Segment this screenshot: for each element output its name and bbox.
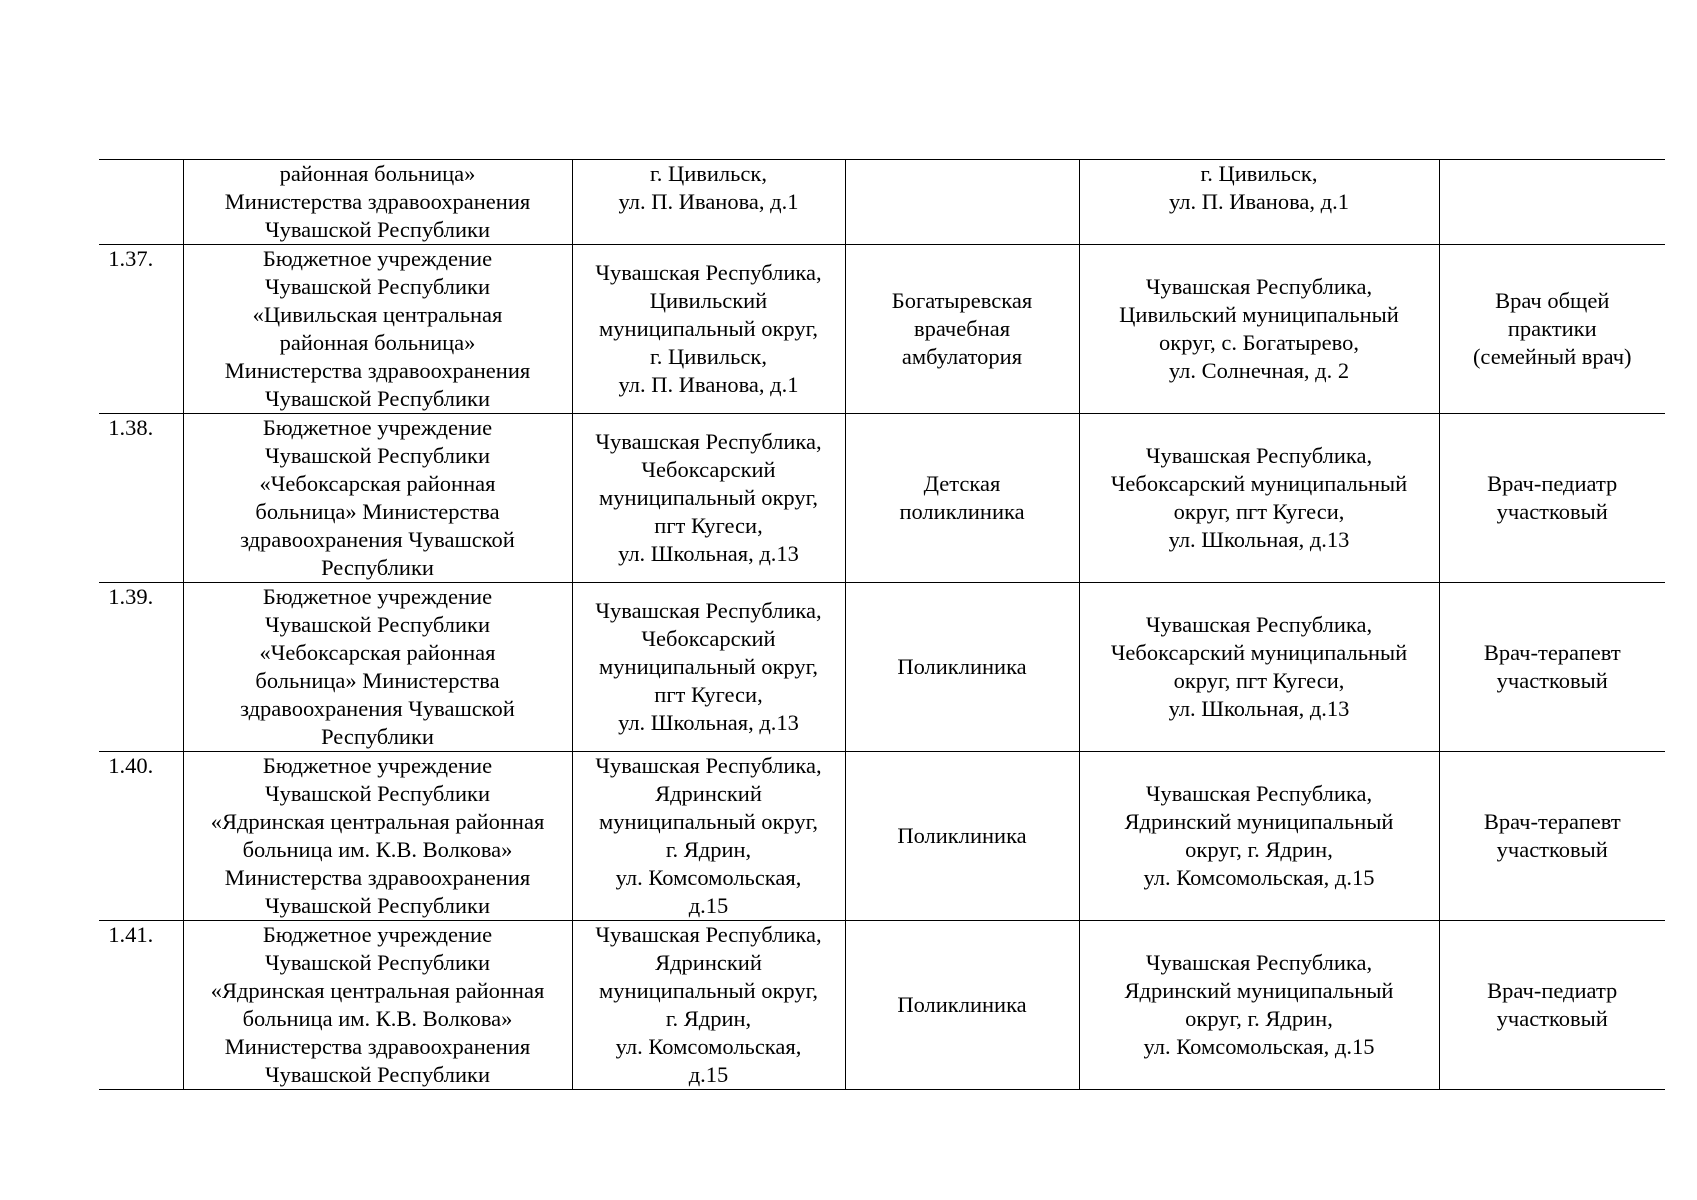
institution-cell: Бюджетное учреждение Чувашской Республики «Ядринская центральная районная больница им. К.В. Волкова» Министерства здравоохранения Чувашской Республики bbox=[183, 921, 572, 1090]
unit-cell: Поликлиника bbox=[845, 752, 1079, 921]
position-cell: Врач-педиатр участковый bbox=[1439, 921, 1665, 1090]
institution-cell: Бюджетное учреждение Чувашской Республики «Чебоксарская районная больница» Министерства здравоохранения Чувашской Республики bbox=[183, 583, 572, 752]
position-cell bbox=[1439, 160, 1665, 245]
unit-cell: Богатыревская врачебная амбулатория bbox=[845, 245, 1079, 414]
legal-address-cell: Чувашская Республика, Чебоксарский муниципальный округ, пгт Кугеси, ул. Школьная, д.13 bbox=[572, 414, 845, 583]
legal-address-cell: Чувашская Республика, Ядринский муниципальный округ, г. Ядрин, ул. Комсомольская, д.15 bbox=[572, 752, 845, 921]
table-row bbox=[99, 583, 1665, 752]
row-number: 1.37. bbox=[99, 245, 183, 414]
table-row bbox=[99, 160, 1665, 245]
unit-address-cell: Чувашская Республика, Чебоксарский муниципальный округ, пгт Кугеси, ул. Школьная, д.13 bbox=[1079, 414, 1439, 583]
legal-address-cell: Чувашская Республика, Чебоксарский муниципальный округ, пгт Кугеси, ул. Школьная, д.13 bbox=[572, 583, 845, 752]
legal-address-cell: Чувашская Республика, Цивильский муниципальный округ, г. Цивильск, ул. П. Иванова, д.1 bbox=[572, 245, 845, 414]
unit-cell: Поликлиника bbox=[845, 921, 1079, 1090]
unit-address-cell: Чувашская Республика, Чебоксарский муниципальный округ, пгт Кугеси, ул. Школьная, д.13 bbox=[1079, 583, 1439, 752]
institution-cell: Бюджетное учреждение Чувашской Республики «Ядринская центральная районная больница им. К.В. Волкова» Министерства здравоохранения Чувашской Республики bbox=[183, 752, 572, 921]
unit-address-cell: Чувашская Республика, Ядринский муниципальный округ, г. Ядрин, ул. Комсомольская, д.15 bbox=[1079, 921, 1439, 1090]
position-cell: Врач-терапевт участковый bbox=[1439, 752, 1665, 921]
unit-cell: Детская поликлиника bbox=[845, 414, 1079, 583]
unit-cell: Поликлиника bbox=[845, 583, 1079, 752]
table-row bbox=[99, 752, 1665, 921]
table-row bbox=[99, 245, 1665, 414]
table-row bbox=[99, 921, 1665, 1090]
position-cell: Врач общей практики (семейный врач) bbox=[1439, 245, 1665, 414]
unit-address-cell: г. Цивильск, ул. П. Иванова, д.1 bbox=[1079, 160, 1439, 245]
legal-address-cell: г. Цивильск, ул. П. Иванова, д.1 bbox=[572, 160, 845, 245]
institution-cell: районная больница» Министерства здравоохранения Чувашской Республики bbox=[183, 160, 572, 245]
table-row bbox=[99, 414, 1665, 583]
row-number: 1.38. bbox=[99, 414, 183, 583]
row-number: 1.39. bbox=[99, 583, 183, 752]
unit-address-cell: Чувашская Республика, Ядринский муниципальный округ, г. Ядрин, ул. Комсомольская, д.15 bbox=[1079, 752, 1439, 921]
row-number: 1.41. bbox=[99, 921, 183, 1090]
position-cell: Врач-педиатр участковый bbox=[1439, 414, 1665, 583]
unit-address-cell: Чувашская Республика, Цивильский муниципальный округ, с. Богатырево, ул. Солнечная, д. 2 bbox=[1079, 245, 1439, 414]
registry-table bbox=[99, 159, 1665, 1090]
row-number bbox=[99, 160, 183, 245]
institution-cell: Бюджетное учреждение Чувашской Республики «Чебоксарская районная больница» Министерства здравоохранения Чувашской Республики bbox=[183, 414, 572, 583]
institution-cell: Бюджетное учреждение Чувашской Республики «Цивильская центральная районная больница» Министерства здравоохранения Чувашской Республики bbox=[183, 245, 572, 414]
row-number: 1.40. bbox=[99, 752, 183, 921]
unit-cell bbox=[845, 160, 1079, 245]
position-cell: Врач-терапевт участковый bbox=[1439, 583, 1665, 752]
legal-address-cell: Чувашская Республика, Ядринский муниципальный округ, г. Ядрин, ул. Комсомольская, д.15 bbox=[572, 921, 845, 1090]
